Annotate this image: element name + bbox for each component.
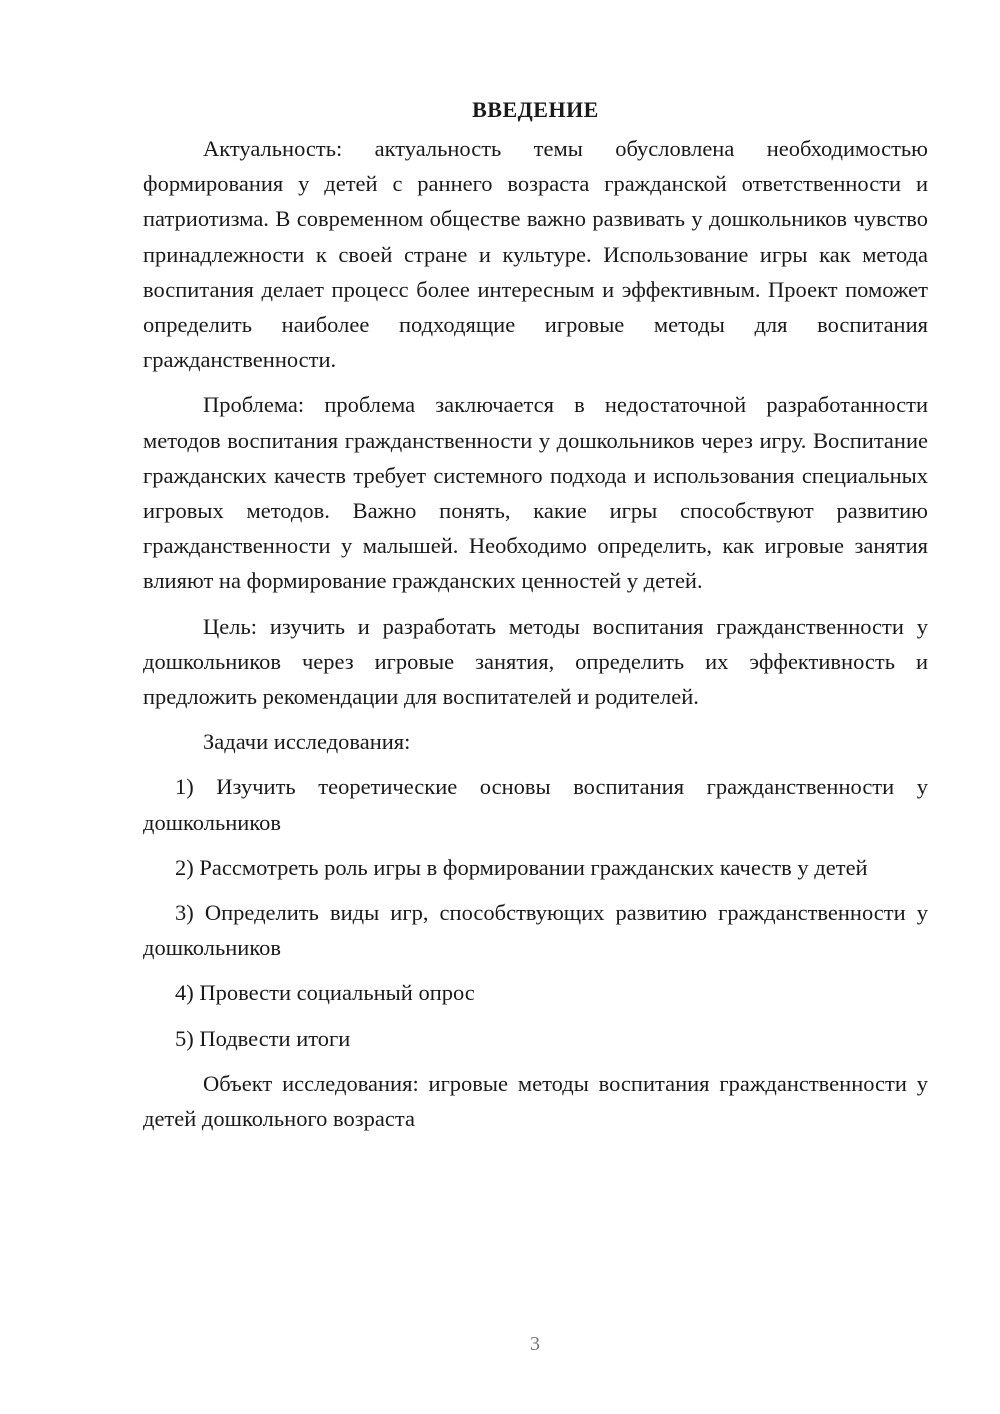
task-item-4: 4) Провести социальный опрос (175, 980, 475, 1006)
task-item-3: 3) Определить виды игр, способствующих развитию гражданственности у дошкольников (143, 900, 928, 961)
object-paragraph: Объект исследования: игровые методы воспитания гражданственности у детей дошкольного возраста (143, 1070, 928, 1132)
document-page (143, 92, 928, 1146)
goal-paragraph: Цель: изучить и разработать методы воспитания гражданственности у дошкольников через игровые занятия, определить их эффективность и предложить рекомендации для воспитателей и родителей. (143, 613, 928, 710)
problem-paragraph: Проблема: проблема заключается в недостаточной разработанности методов воспитания гражданственности у дошкольников через игру. Воспитание гражданских качеств требует системного подхода и использования специальных игровых методов. Важно понять, какие игры способствуют развитию гражданственности у малышей. Необходимо определить, как игровые занятия влияют на формирование гражданских ценностей у детей. (143, 392, 928, 594)
task-item-5: 5) Подвести итоги (175, 1025, 351, 1051)
task-item-2: 2) Рассмотреть роль игры в формировании гражданских качеств у детей (175, 854, 868, 880)
section-title: ВВЕДЕНИЕ (472, 97, 599, 122)
relevance-paragraph: Актуальность: актуальность темы обусловлена необходимостью формирования у детей с раннего возраста гражданской ответственности и патриотизма. В современном обществе важно развивать у дошкольников чувство принадлежности к своей стране и культуре. Использование игры как метода воспитания делает процесс более интересным и эффективным. Проект поможет определить наиболее подходящие игровые методы для воспитания гражданственности. (143, 136, 928, 373)
page-number: 3 (530, 1333, 540, 1355)
tasks-list (143, 769, 928, 1055)
tasks-heading: Задачи исследования: (203, 729, 411, 755)
task-item-1: 1) Изучить теоретические основы воспитания гражданственности у дошкольников (143, 774, 928, 835)
